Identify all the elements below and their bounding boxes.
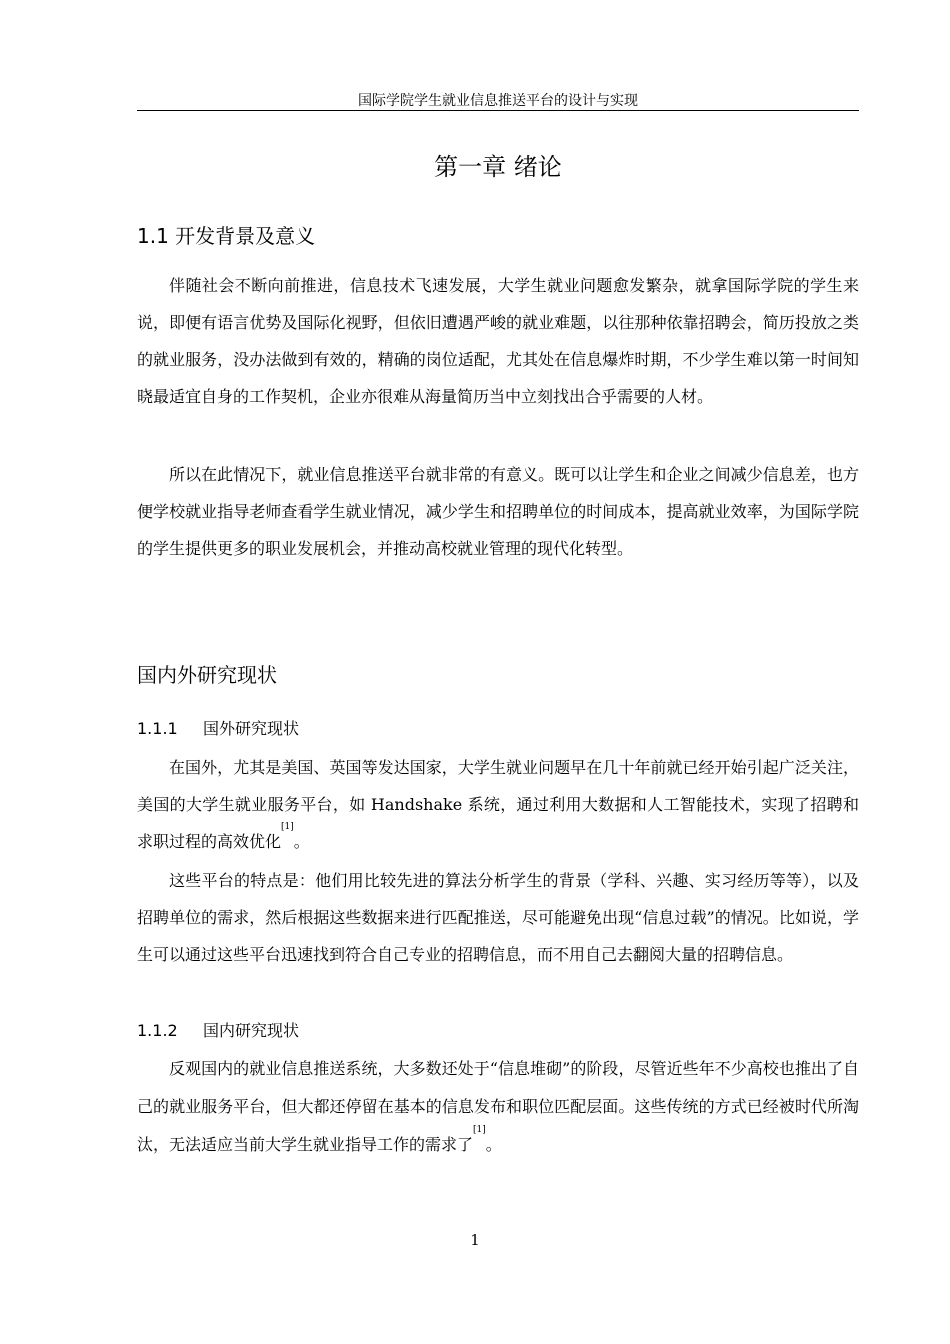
chapter-title: 第一章 绪论 bbox=[434, 153, 562, 181]
citation-link[interactable]: [1] bbox=[473, 1125, 486, 1135]
paragraph-text: 反观国内的就业信息推送系统，大多数还处于“信息堆砌”的阶段，尽管近些年不少高校也推出了自己的就业服务平台，但大都还停留在基本的信息发布和职位匹配层面。这些传统的方式已经被时代所淘汰，无法适应当前大学生就业指导工作的需求了 bbox=[137, 1059, 859, 1154]
page-number: 1 bbox=[470, 1231, 480, 1249]
section-heading-background: 1.1 开发背景及意义 bbox=[137, 224, 316, 248]
paragraph-background-1: 伴随社会不断向前推进，信息技术飞速发展，大学生就业问题愈发繁杂，就拿国际学院的学生来说，即便有语言优势及国际化视野，但依旧遭遇严峻的就业难题，以往那种依靠招聘会，简历投放之类的就业服务，没办法做到有效的，精确的岗位适配，尤其处在信息爆炸时期，不少学生难以第一时间知晓最适宜自身的工作契机，企业亦很难从海量简历当中立刻找出合乎需要的人材。 bbox=[137, 276, 859, 406]
paragraph-background-2: 所以在此情况下，就业信息推送平台就非常的有意义。既可以让学生和企业之间减少信息差，也方便学校就业指导老师查看学生就业情况，减少学生和招聘单位的时间成本，提高就业效率，为国际学院的学生提供更多的职业发展机会，并推动高校就业管理的现代化转型。 bbox=[137, 465, 859, 558]
paragraph-end: 。 bbox=[293, 832, 310, 851]
subsection-heading-foreign bbox=[137, 717, 299, 741]
citation-link[interactable]: [1] bbox=[281, 822, 294, 832]
subsection-number: 1.1.1 bbox=[137, 719, 178, 738]
paragraph-foreign-1 bbox=[137, 749, 859, 860]
subsection-heading-domestic bbox=[137, 1019, 299, 1043]
paragraph-end: 。 bbox=[485, 1135, 502, 1154]
running-header-title: 国际学院学生就业信息推送平台的设计与实现 bbox=[358, 93, 638, 109]
section-heading-research-status: 国内外研究现状 bbox=[137, 663, 277, 687]
paragraph-foreign-2: 这些平台的特点是：他们用比较先进的算法分析学生的背景（学科、兴趣、实习经历等等），以及招聘单位的需求，然后根据这些数据来进行匹配推送，尽可能避免出现“信息过载”的情况。比如说，学生可以通过这些平台迅速找到符合自己专业的招聘信息，而不用自己去翻阅大量的招聘信息。 bbox=[137, 871, 859, 964]
paragraph-domestic-1 bbox=[137, 1050, 859, 1164]
subsection-title: 国外研究现状 bbox=[203, 719, 300, 738]
header-divider bbox=[137, 110, 859, 111]
subsection-title: 国内研究现状 bbox=[203, 1021, 300, 1040]
subsection-number: 1.1.2 bbox=[137, 1021, 178, 1040]
paragraph-text: 在国外，尤其是美国、英国等发达国家，大学生就业问题早在几十年前就已经开始引起广泛关注，美国的大学生就业服务平台，如 Handshake 系统，通过利用大数据和人工智能技术，实现了招聘和求职过程的高效优化 bbox=[137, 758, 859, 851]
